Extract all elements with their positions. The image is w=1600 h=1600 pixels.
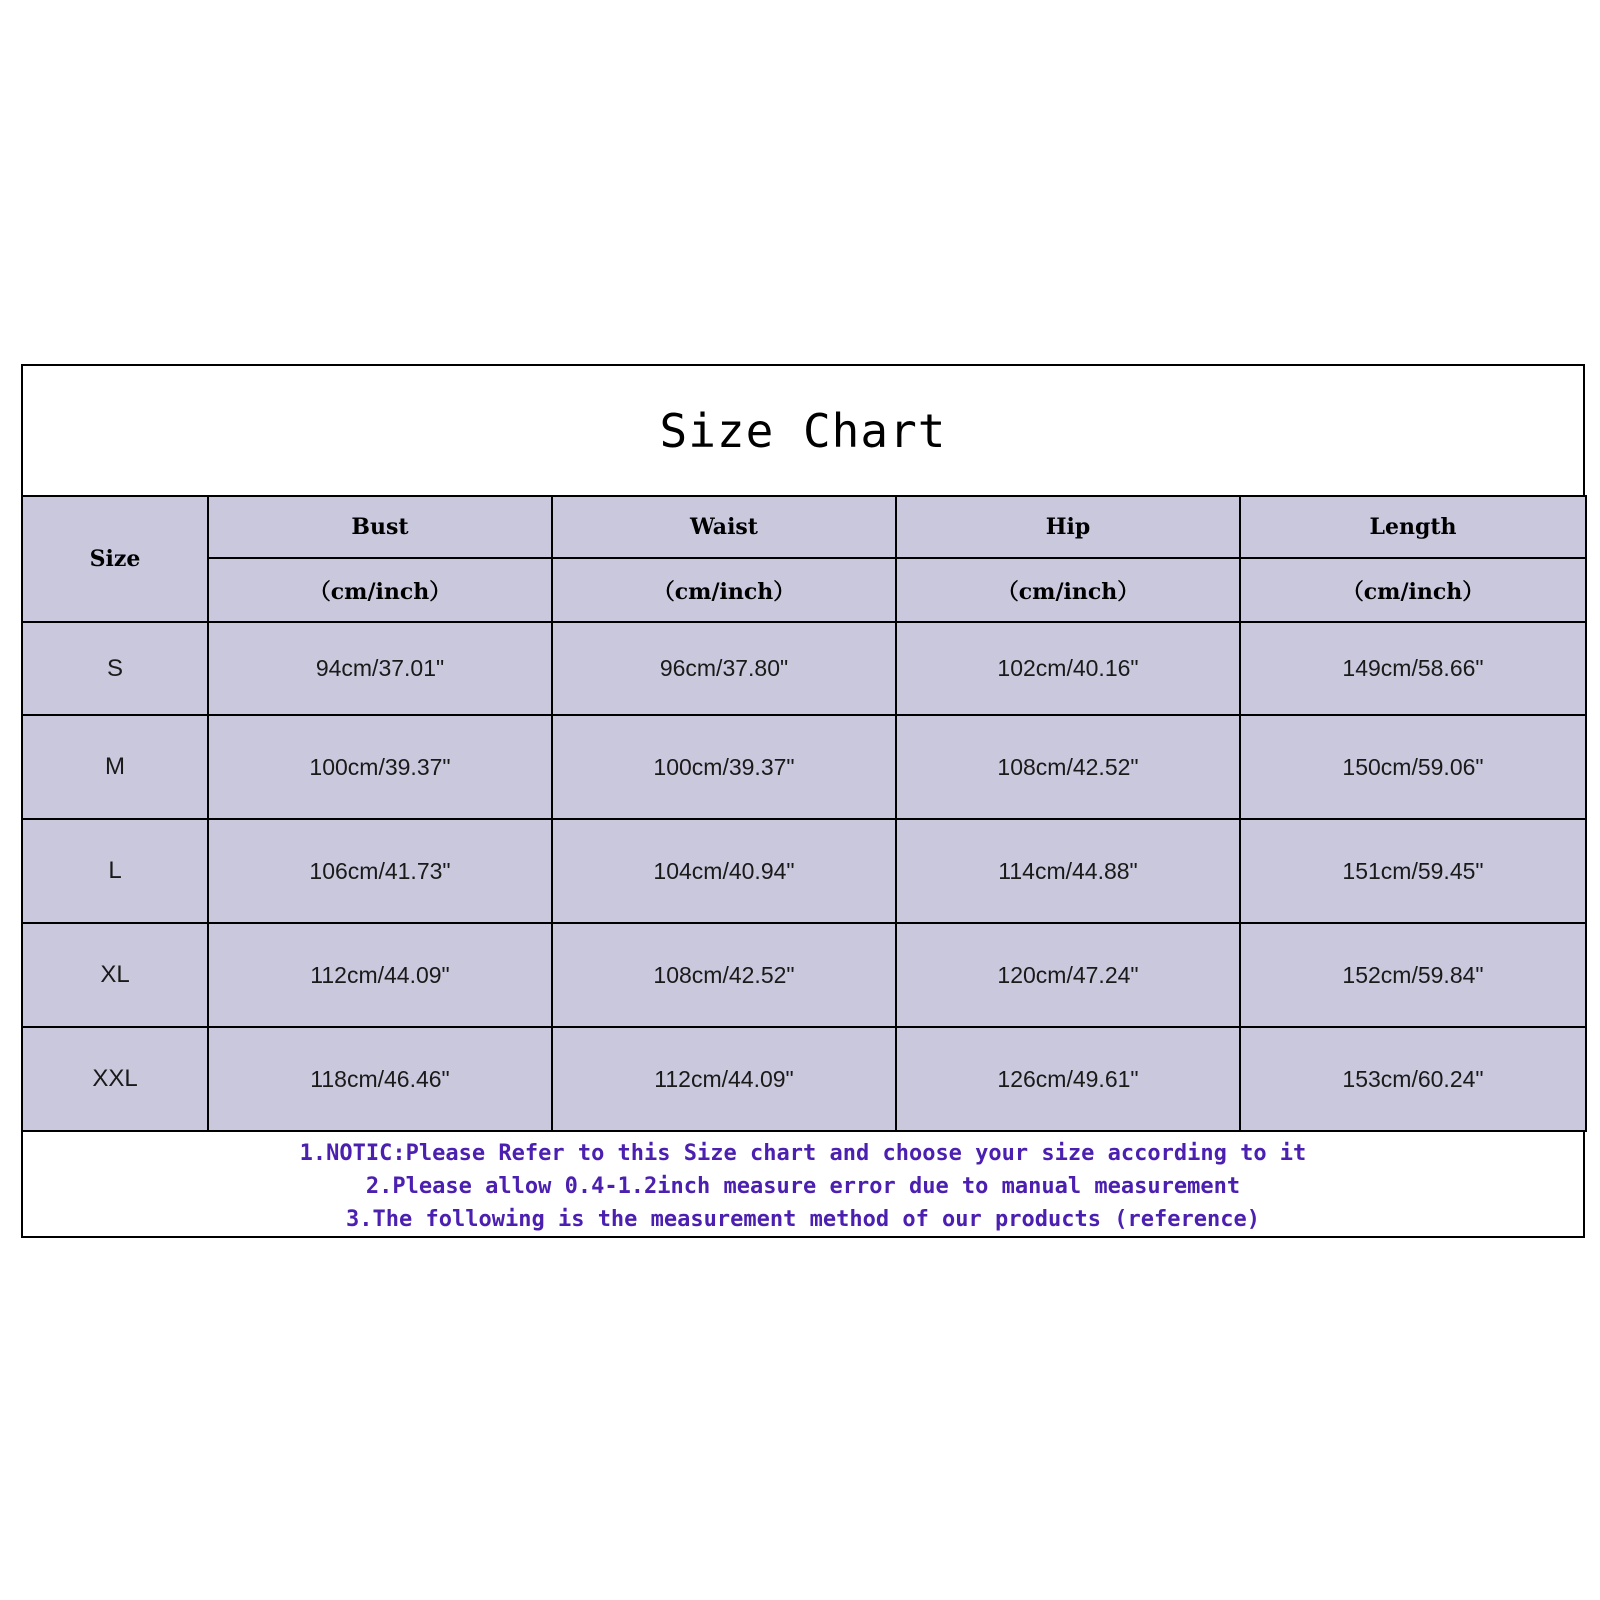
- table-cell: 151cm/59.45": [1240, 819, 1586, 923]
- table-cell: 150cm/59.06": [1240, 715, 1586, 819]
- chart-title: Size Chart: [659, 404, 947, 458]
- table-cell: 112cm/44.09": [208, 923, 552, 1027]
- size-label: M: [22, 715, 208, 819]
- table-cell: 102cm/40.16": [896, 622, 1240, 715]
- unit-label-waist: （cm/inch）: [552, 558, 896, 622]
- note-line: 3.The following is the measurement method of our products (reference): [346, 1206, 1260, 1232]
- size-label: S: [22, 622, 208, 715]
- table-cell: 118cm/46.46": [208, 1027, 552, 1131]
- table-cell: 100cm/39.37": [208, 715, 552, 819]
- table-cell: 153cm/60.24": [1240, 1027, 1586, 1131]
- table-cell: 152cm/59.84": [1240, 923, 1586, 1027]
- table-row: [22, 622, 1586, 715]
- table-cell: 94cm/37.01": [208, 622, 552, 715]
- column-header-waist: Waist: [552, 496, 896, 558]
- notes: [23, 1134, 1583, 1238]
- table-cell: 120cm/47.24": [896, 923, 1240, 1027]
- size-label: XL: [22, 923, 208, 1027]
- header-row: [22, 496, 1586, 558]
- table-cell: 112cm/44.09": [552, 1027, 896, 1131]
- table-cell: 149cm/58.66": [1240, 622, 1586, 715]
- note-line: 2.Please allow 0.4-1.2inch measure error due to manual measurement: [365, 1173, 1241, 1199]
- table-row: [22, 819, 1586, 923]
- unit-label-length: （cm/inch）: [1240, 558, 1586, 622]
- unit-label-hip: （cm/inch）: [896, 558, 1240, 622]
- size-label: XXL: [22, 1027, 208, 1131]
- table-cell: 114cm/44.88": [896, 819, 1240, 923]
- size-chart: [21, 364, 1585, 1238]
- size-label: L: [22, 819, 208, 923]
- table-cell: 100cm/39.37": [552, 715, 896, 819]
- table-row: [22, 715, 1586, 819]
- size-table: [21, 495, 1587, 1132]
- size-column-header: Size: [22, 496, 208, 622]
- unit-row: [22, 558, 1586, 622]
- column-header-bust: Bust: [208, 496, 552, 558]
- note-line: 1.NOTIC:Please Refer to this Size chart and choose your size according to it: [299, 1140, 1307, 1166]
- table-row: [22, 1027, 1586, 1131]
- table-cell: 96cm/37.80": [552, 622, 896, 715]
- table-cell: 108cm/42.52": [552, 923, 896, 1027]
- table-cell: 108cm/42.52": [896, 715, 1240, 819]
- table-cell: 104cm/40.94": [552, 819, 896, 923]
- table-cell: 106cm/41.73": [208, 819, 552, 923]
- table-cell: 126cm/49.61": [896, 1027, 1240, 1131]
- unit-label-bust: （cm/inch）: [208, 558, 552, 622]
- table-row: [22, 923, 1586, 1027]
- column-header-length: Length: [1240, 496, 1586, 558]
- column-header-hip: Hip: [896, 496, 1240, 558]
